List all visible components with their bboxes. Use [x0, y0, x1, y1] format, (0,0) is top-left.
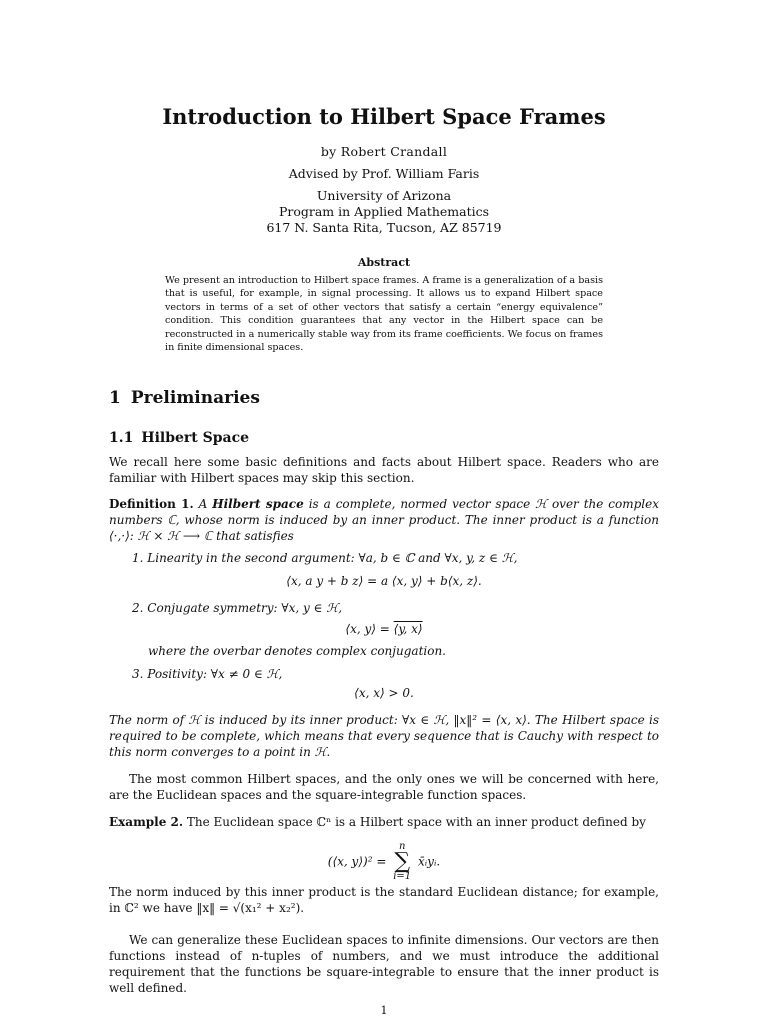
norm-paragraph: The norm of ℋ is induced by its inner product: ∀x ∈ ℋ, ‖x‖² = ⟨x, x⟩. The Hilbert space is required to be complete, which means that every sequence that is Cauchy with respect to this norm converges to a point in ℋ.: [109, 713, 659, 759]
advisor-line: Advised by Prof. William Faris: [288, 166, 480, 181]
abstract-heading: Abstract: [357, 256, 411, 269]
example-label: Example 2.: [109, 815, 184, 829]
definition-label: Definition 1.: [109, 497, 194, 511]
equation-positivity: ⟨x, x⟩ > 0.: [354, 686, 414, 700]
section-title: Preliminaries: [130, 388, 260, 408]
section-heading: [109, 388, 260, 408]
definition-term: Hilbert space: [212, 497, 304, 511]
sigma-glyph: ∑: [394, 849, 411, 874]
example-text: The Euclidean space ℂⁿ is a Hilbert space with an inner product defined by: [186, 815, 646, 829]
affiliation: [0, 188, 768, 236]
intro-paragraph: We recall here some basic definitions and facts about Hilbert space. Readers who are familiar with Hilbert spaces may skip this section.: [109, 455, 659, 485]
example-paragraph: [109, 814, 659, 830]
equation-left: ⟨x, y⟩ =: [345, 622, 394, 636]
definition-item-3: 3. Positivity: ∀x ≠ 0 ∈ ℋ,: [132, 667, 283, 681]
section-number: 1: [109, 388, 121, 408]
summation-symbol: [393, 842, 411, 882]
common-spaces-paragraph: The most common Hilbert spaces, and the only ones we will be concerned with here, are the Euclidean spaces and the square-integrable function spaces.: [109, 772, 659, 802]
overbar-note: where the overbar denotes complex conjugation.: [148, 644, 446, 658]
equation-overbar-term: ⟨y, x⟩: [393, 622, 423, 636]
affiliation-line: University of Arizona: [316, 188, 452, 203]
abstract-text: We present an introduction to Hilbert space frames. A frame is a generalization of a basis that is useful, for example, in signal processing. It allows us to expand Hilbert space vectors in terms of a set of other vectors that satisfy a certain “energy equivalence” condition. This condition guarantees that any vector in the Hilbert space can be reconstructed in a numerically stable way from its frame coefficients. We focus on frames in finite dimensional spaces.: [165, 275, 603, 354]
subsection-title: Hilbert Space: [141, 430, 250, 446]
sum-upper-limit: n: [398, 841, 406, 852]
page-number: 1: [380, 1004, 388, 1017]
equation-conjugate-symmetry: [0, 622, 768, 636]
sum-lower-limit: i=1: [393, 871, 412, 882]
subsection-heading: [109, 430, 249, 446]
equation-linearity: ⟨x, a y + b z⟩ = a ⟨x, y⟩ + b⟨x, z⟩.: [286, 574, 482, 588]
definition-item-2: 2. Conjugate symmetry: ∀x, y ∈ ℋ,: [132, 601, 343, 615]
equation-right: x̄ᵢyᵢ.: [418, 854, 441, 869]
equation-inner-product: [0, 841, 768, 882]
subsection-number: 1.1: [109, 430, 134, 446]
definition-item-1: 1. Linearity in the second argument: ∀a, b ∈ ℂ and ∀x, y, z ∈ ℋ,: [132, 551, 518, 565]
affiliation-line: Program in Applied Mathematics: [278, 204, 490, 219]
euclidean-norm-paragraph: The norm induced by this inner product is the standard Euclidean distance; for example, in ℂ² we have ‖x‖ = √(x₁² + x₂²).: [109, 885, 659, 915]
equation-left: (⟨x, y⟩)² =: [327, 854, 387, 869]
affiliation-line: 617 N. Santa Rita, Tucson, AZ 85719: [266, 220, 502, 235]
definition-text-a: A: [198, 497, 213, 511]
paper-title: Introduction to Hilbert Space Frames: [162, 104, 606, 129]
definition-paragraph: [109, 496, 659, 544]
definition-text-b: is a complete, normed vector space ℋ over the complex numbers ℂ, whose norm is induced by an inner product. The inner product is a function ⟨·,·⟩: ℋ × ℋ ⟶ ℂ that satisfies: [109, 497, 660, 543]
author-line: by Robert Crandall: [320, 144, 448, 159]
generalize-paragraph: We can generalize these Euclidean spaces to infinite dimensions. Our vectors are then functions instead of n-tuples of numbers, and we must introduce the additional requirement that the functions be square-integrable to ensure that the inner product is well defined.: [109, 933, 659, 995]
